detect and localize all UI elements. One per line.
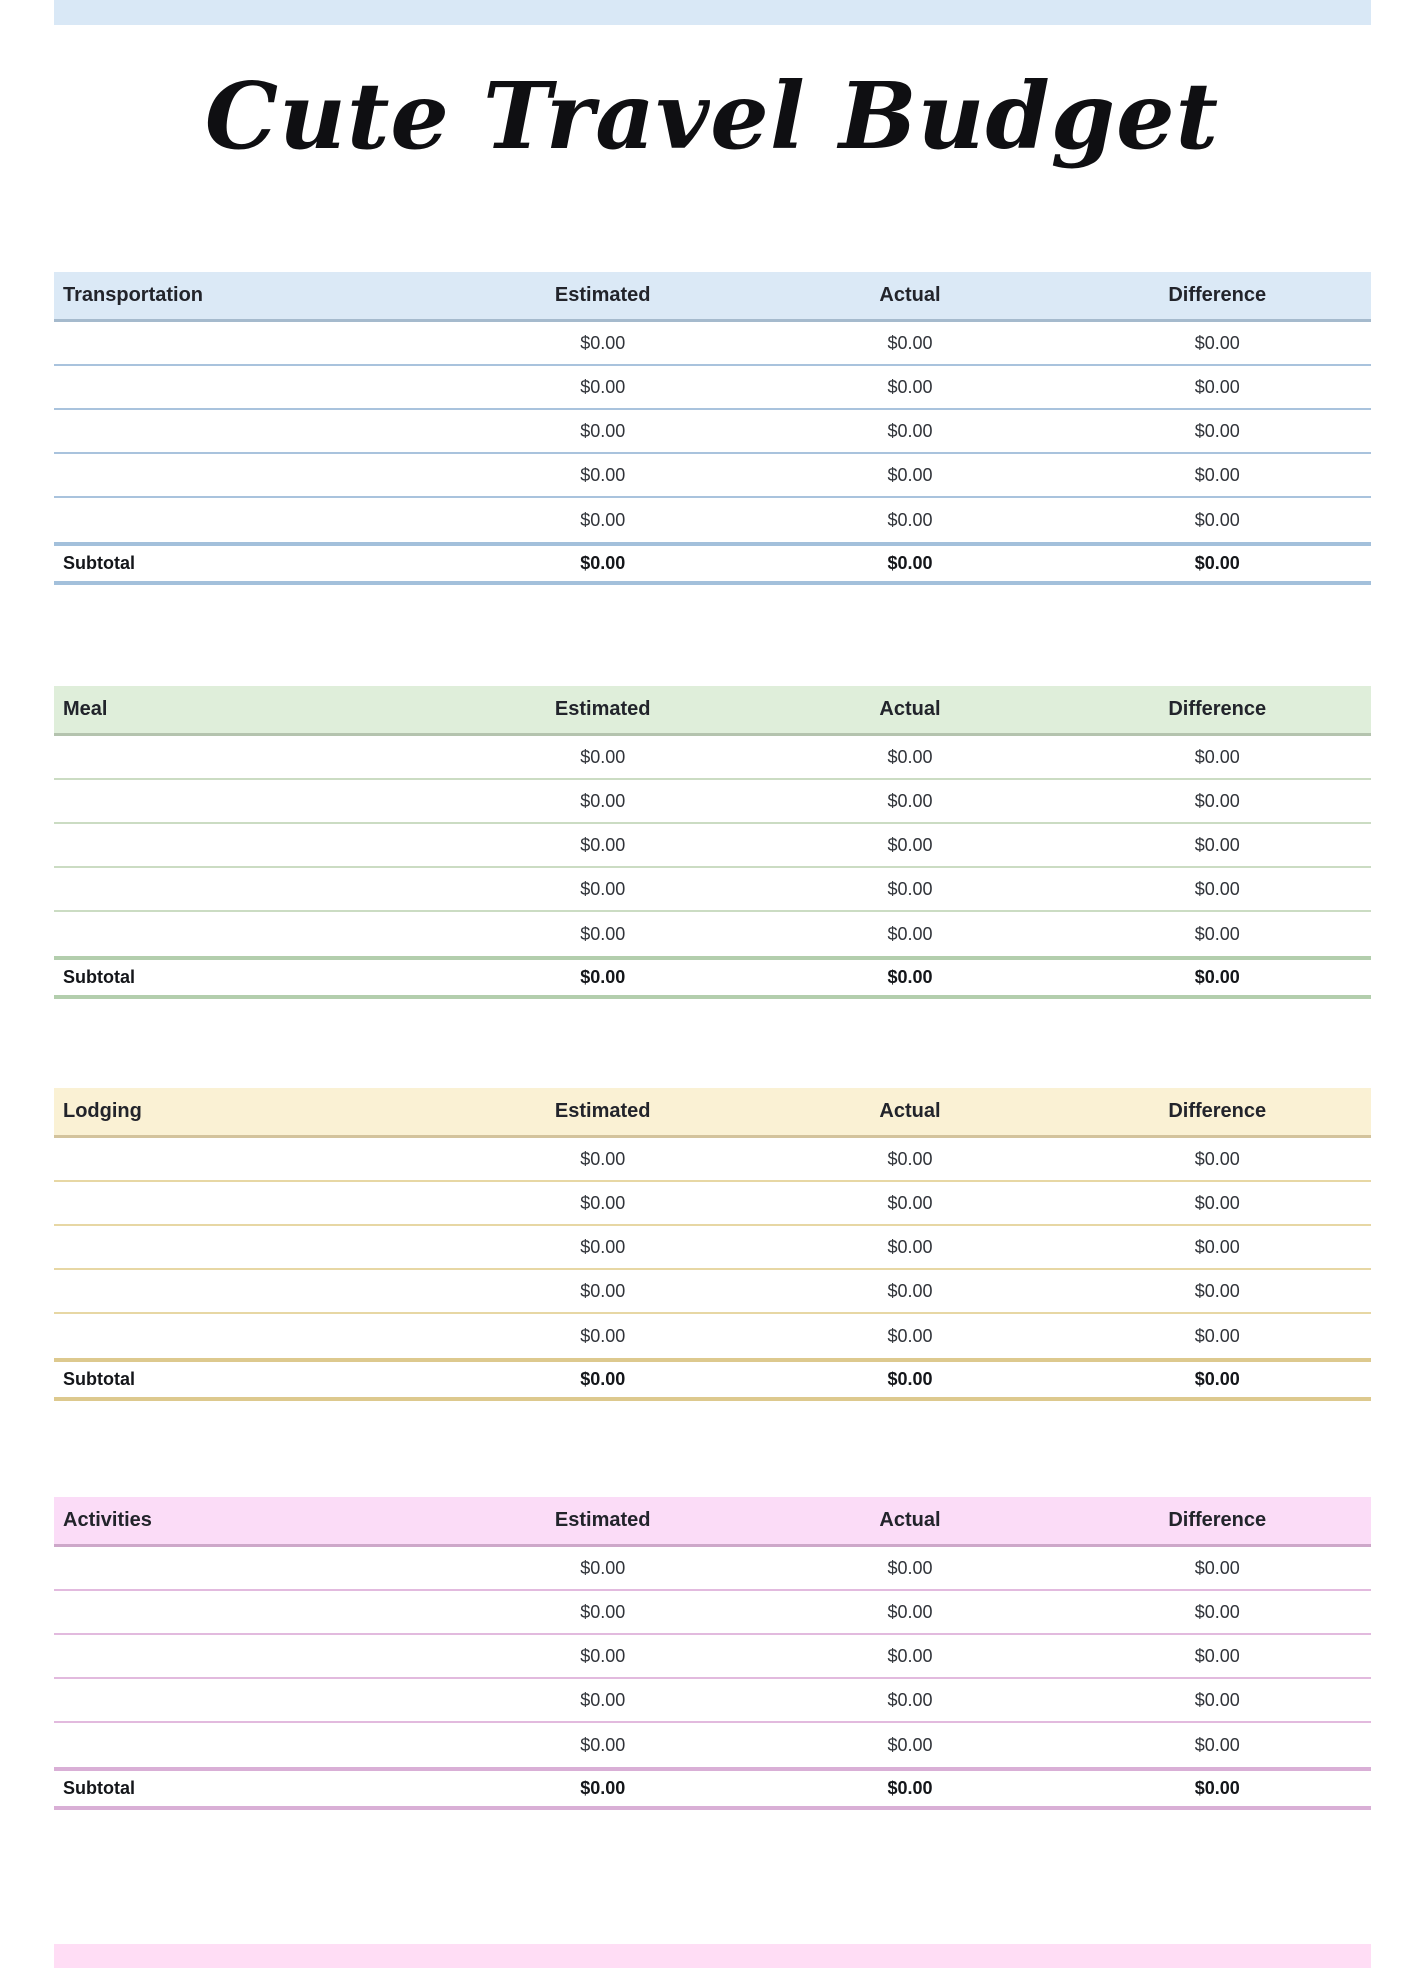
table-row xyxy=(54,1270,1371,1314)
section-name: Meal xyxy=(63,698,108,720)
budget-section-meal xyxy=(54,686,1371,999)
value-cell-actual: $0.00 xyxy=(887,1601,933,1622)
column-header-difference: Difference xyxy=(1168,698,1267,720)
value-cell-estimated: $0.00 xyxy=(580,923,626,944)
value-cell-actual: $0.00 xyxy=(887,1236,933,1257)
subtotal-row xyxy=(54,542,1371,585)
value-cell-actual: $0.00 xyxy=(887,1325,933,1346)
column-header-actual: Actual xyxy=(879,284,941,306)
table-row xyxy=(54,1635,1371,1679)
value-cell-estimated: $0.00 xyxy=(580,834,626,855)
value-cell-actual: $0.00 xyxy=(887,420,933,441)
value-cell-estimated: $0.00 xyxy=(580,464,626,485)
value-cell-difference: $0.00 xyxy=(1194,1325,1240,1346)
value-cell-estimated: $0.00 xyxy=(580,1689,626,1710)
budget-section-lodging xyxy=(54,1088,1371,1401)
table-row xyxy=(54,780,1371,824)
value-cell-difference: $0.00 xyxy=(1194,1645,1240,1666)
table-row xyxy=(54,1547,1371,1591)
table-row xyxy=(54,736,1371,780)
section-name: Transportation xyxy=(63,284,204,306)
value-cell-actual: $0.00 xyxy=(887,923,933,944)
subtotal-value-difference: $0.00 xyxy=(1194,553,1240,573)
table-row xyxy=(54,366,1371,410)
table-row xyxy=(54,912,1371,956)
budget-section-transportation xyxy=(54,272,1371,585)
value-cell-actual: $0.00 xyxy=(887,1192,933,1213)
subtotal-value-difference: $0.00 xyxy=(1194,1778,1240,1798)
subtotal-value-difference: $0.00 xyxy=(1194,1369,1240,1389)
value-cell-difference: $0.00 xyxy=(1194,464,1240,485)
value-cell-estimated: $0.00 xyxy=(580,1734,626,1755)
value-cell-difference: $0.00 xyxy=(1194,1601,1240,1622)
value-cell-estimated: $0.00 xyxy=(580,1557,626,1578)
value-cell-actual: $0.00 xyxy=(887,1645,933,1666)
column-header-difference: Difference xyxy=(1168,284,1267,306)
bottom-accent-bar xyxy=(54,1944,1371,1968)
value-cell-difference: $0.00 xyxy=(1194,923,1240,944)
subtotal-label: Subtotal xyxy=(63,1778,135,1798)
subtotal-row xyxy=(54,956,1371,999)
value-cell-estimated: $0.00 xyxy=(580,1645,626,1666)
subtotal-value-estimated: $0.00 xyxy=(580,1778,626,1798)
value-cell-difference: $0.00 xyxy=(1194,509,1240,530)
table-row xyxy=(54,454,1371,498)
value-cell-actual: $0.00 xyxy=(887,1689,933,1710)
value-cell-estimated: $0.00 xyxy=(580,509,626,530)
subtotal-label: Subtotal xyxy=(63,1369,135,1389)
subtotal-label: Subtotal xyxy=(63,553,135,573)
value-cell-difference: $0.00 xyxy=(1194,1192,1240,1213)
value-cell-difference: $0.00 xyxy=(1194,1557,1240,1578)
value-cell-estimated: $0.00 xyxy=(580,1280,626,1301)
table-header-row xyxy=(54,686,1371,736)
value-cell-difference: $0.00 xyxy=(1194,834,1240,855)
value-cell-estimated: $0.00 xyxy=(580,420,626,441)
table-header-row xyxy=(54,272,1371,322)
column-header-estimated: Estimated xyxy=(554,1100,651,1122)
table-row xyxy=(54,410,1371,454)
value-cell-actual: $0.00 xyxy=(887,376,933,397)
value-cell-estimated: $0.00 xyxy=(580,376,626,397)
value-cell-estimated: $0.00 xyxy=(580,1192,626,1213)
value-cell-estimated: $0.00 xyxy=(580,1236,626,1257)
value-cell-difference: $0.00 xyxy=(1194,878,1240,899)
value-cell-estimated: $0.00 xyxy=(580,1601,626,1622)
table-row xyxy=(54,1591,1371,1635)
value-cell-actual: $0.00 xyxy=(887,464,933,485)
column-header-difference: Difference xyxy=(1168,1100,1267,1122)
subtotal-value-actual: $0.00 xyxy=(887,967,933,987)
table-row xyxy=(54,1723,1371,1767)
value-cell-difference: $0.00 xyxy=(1194,376,1240,397)
subtotal-value-estimated: $0.00 xyxy=(580,553,626,573)
value-cell-actual: $0.00 xyxy=(887,746,933,767)
value-cell-difference: $0.00 xyxy=(1194,1148,1240,1169)
column-header-difference: Difference xyxy=(1168,1509,1267,1531)
value-cell-estimated: $0.00 xyxy=(580,790,626,811)
value-cell-difference: $0.00 xyxy=(1194,1280,1240,1301)
value-cell-difference: $0.00 xyxy=(1194,746,1240,767)
value-cell-difference: $0.00 xyxy=(1194,332,1240,353)
value-cell-actual: $0.00 xyxy=(887,790,933,811)
value-cell-difference: $0.00 xyxy=(1194,420,1240,441)
table-header-row xyxy=(54,1497,1371,1547)
value-cell-difference: $0.00 xyxy=(1194,1689,1240,1710)
value-cell-difference: $0.00 xyxy=(1194,790,1240,811)
value-cell-estimated: $0.00 xyxy=(580,1148,626,1169)
value-cell-estimated: $0.00 xyxy=(580,878,626,899)
subtotal-value-estimated: $0.00 xyxy=(580,967,626,987)
subtotal-row xyxy=(54,1767,1371,1810)
column-header-actual: Actual xyxy=(879,698,941,720)
table-row xyxy=(54,498,1371,542)
section-name: Activities xyxy=(63,1509,152,1531)
value-cell-actual: $0.00 xyxy=(887,509,933,530)
table-row xyxy=(54,1182,1371,1226)
value-cell-actual: $0.00 xyxy=(887,1280,933,1301)
table-row xyxy=(54,824,1371,868)
page-title: Cute Travel Budget xyxy=(204,62,1220,170)
section-name: Lodging xyxy=(63,1100,142,1122)
budget-section-activities xyxy=(54,1497,1371,1810)
value-cell-actual: $0.00 xyxy=(887,878,933,899)
subtotal-label: Subtotal xyxy=(63,967,135,987)
value-cell-difference: $0.00 xyxy=(1194,1734,1240,1755)
table-row xyxy=(54,1138,1371,1182)
subtotal-row xyxy=(54,1358,1371,1401)
top-accent-bar xyxy=(54,0,1371,25)
table-row xyxy=(54,1314,1371,1358)
value-cell-actual: $0.00 xyxy=(887,1148,933,1169)
value-cell-actual: $0.00 xyxy=(887,332,933,353)
column-header-actual: Actual xyxy=(879,1509,941,1531)
table-header-row xyxy=(54,1088,1371,1138)
table-row xyxy=(54,1226,1371,1270)
value-cell-actual: $0.00 xyxy=(887,1734,933,1755)
value-cell-estimated: $0.00 xyxy=(580,332,626,353)
table-row xyxy=(54,322,1371,366)
table-row xyxy=(54,868,1371,912)
subtotal-value-actual: $0.00 xyxy=(887,1369,933,1389)
subtotal-value-difference: $0.00 xyxy=(1194,967,1240,987)
subtotal-value-actual: $0.00 xyxy=(887,1778,933,1798)
table-row xyxy=(54,1679,1371,1723)
value-cell-actual: $0.00 xyxy=(887,834,933,855)
column-header-estimated: Estimated xyxy=(554,284,651,306)
value-cell-estimated: $0.00 xyxy=(580,746,626,767)
subtotal-value-actual: $0.00 xyxy=(887,553,933,573)
value-cell-difference: $0.00 xyxy=(1194,1236,1240,1257)
column-header-estimated: Estimated xyxy=(554,698,651,720)
subtotal-value-estimated: $0.00 xyxy=(580,1369,626,1389)
column-header-actual: Actual xyxy=(879,1100,941,1122)
value-cell-estimated: $0.00 xyxy=(580,1325,626,1346)
column-header-estimated: Estimated xyxy=(554,1509,651,1531)
value-cell-actual: $0.00 xyxy=(887,1557,933,1578)
